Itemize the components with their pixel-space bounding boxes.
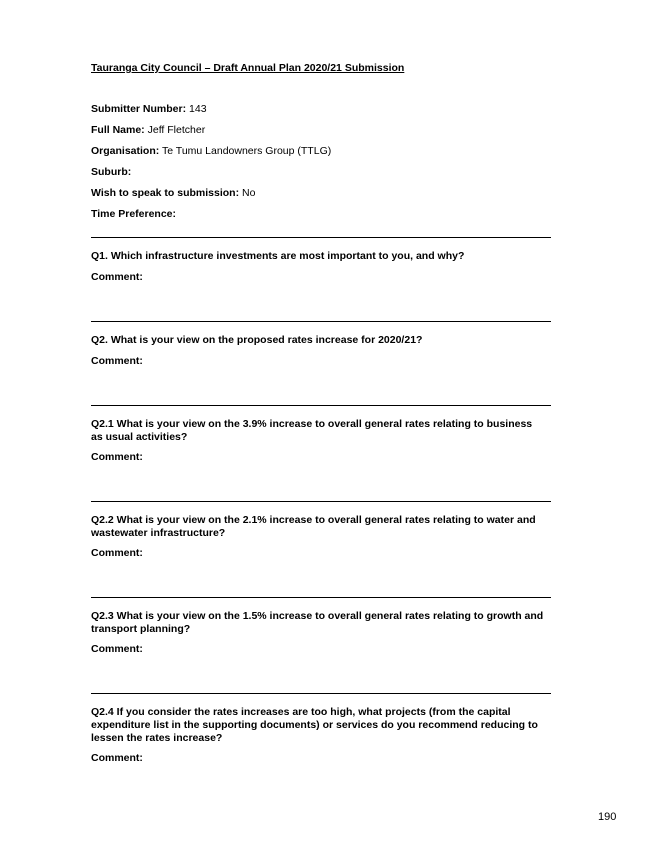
comment-label-q2: Comment: [91, 355, 143, 367]
field-submitter-number [91, 103, 207, 115]
comment-label-q2-1: Comment: [91, 451, 143, 463]
comment-label-q2-4: Comment: [91, 752, 143, 764]
question-q2-2: Q2.2 What is your view on the 2.1% increase to overall general rates relating to water and wastewater infrastructure? [91, 514, 536, 539]
field-time-preference [91, 208, 176, 220]
field-value: 143 [186, 103, 207, 115]
divider [91, 321, 551, 322]
field-organisation [91, 145, 331, 157]
comment-label-q2-2: Comment: [91, 547, 143, 559]
document-title: Tauranga City Council – Draft Annual Plan 2020/21 Submission [91, 62, 405, 74]
field-label: Organisation: [91, 145, 160, 157]
divider [91, 597, 551, 598]
field-label: Suburb: [91, 166, 132, 178]
field-value: Jeff Fletcher [144, 124, 206, 136]
divider [91, 237, 551, 238]
divider [91, 693, 551, 694]
divider [91, 405, 551, 406]
question-q2-1: Q2.1 What is your view on the 3.9% increase to overall general rates relating to business as usual activities? [91, 418, 533, 443]
field-value: Te Tumu Landowners Group (TTLG) [159, 145, 332, 157]
divider [91, 501, 551, 502]
field-suburb [91, 166, 131, 178]
question-q2-4: Q2.4 If you consider the rates increases are too high, what projects (from the capital expenditure list in the supporting documents) or services do you recommend reducing to lessen the rates increase? [91, 706, 538, 744]
field-label: Wish to speak to submission: [91, 187, 240, 199]
field-label: Full Name: [91, 124, 145, 136]
question-q2: Q2. What is your view on the proposed rates increase for 2020/21? [91, 334, 423, 346]
comment-label-q1: Comment: [91, 271, 143, 283]
page-number: 190 [598, 811, 617, 823]
question-q1: Q1. Which infrastructure investments are most important to you, and why? [91, 250, 465, 262]
question-q2-3: Q2.3 What is your view on the 1.5% increase to overall general rates relating to growth and transport planning? [91, 610, 544, 635]
field-value: No [239, 187, 256, 199]
field-full-name [91, 124, 205, 136]
field-wish-to-speak [91, 187, 255, 199]
comment-label-q2-3: Comment: [91, 643, 143, 655]
field-label: Submitter Number: [91, 103, 187, 115]
field-label: Time Preference: [91, 208, 177, 220]
